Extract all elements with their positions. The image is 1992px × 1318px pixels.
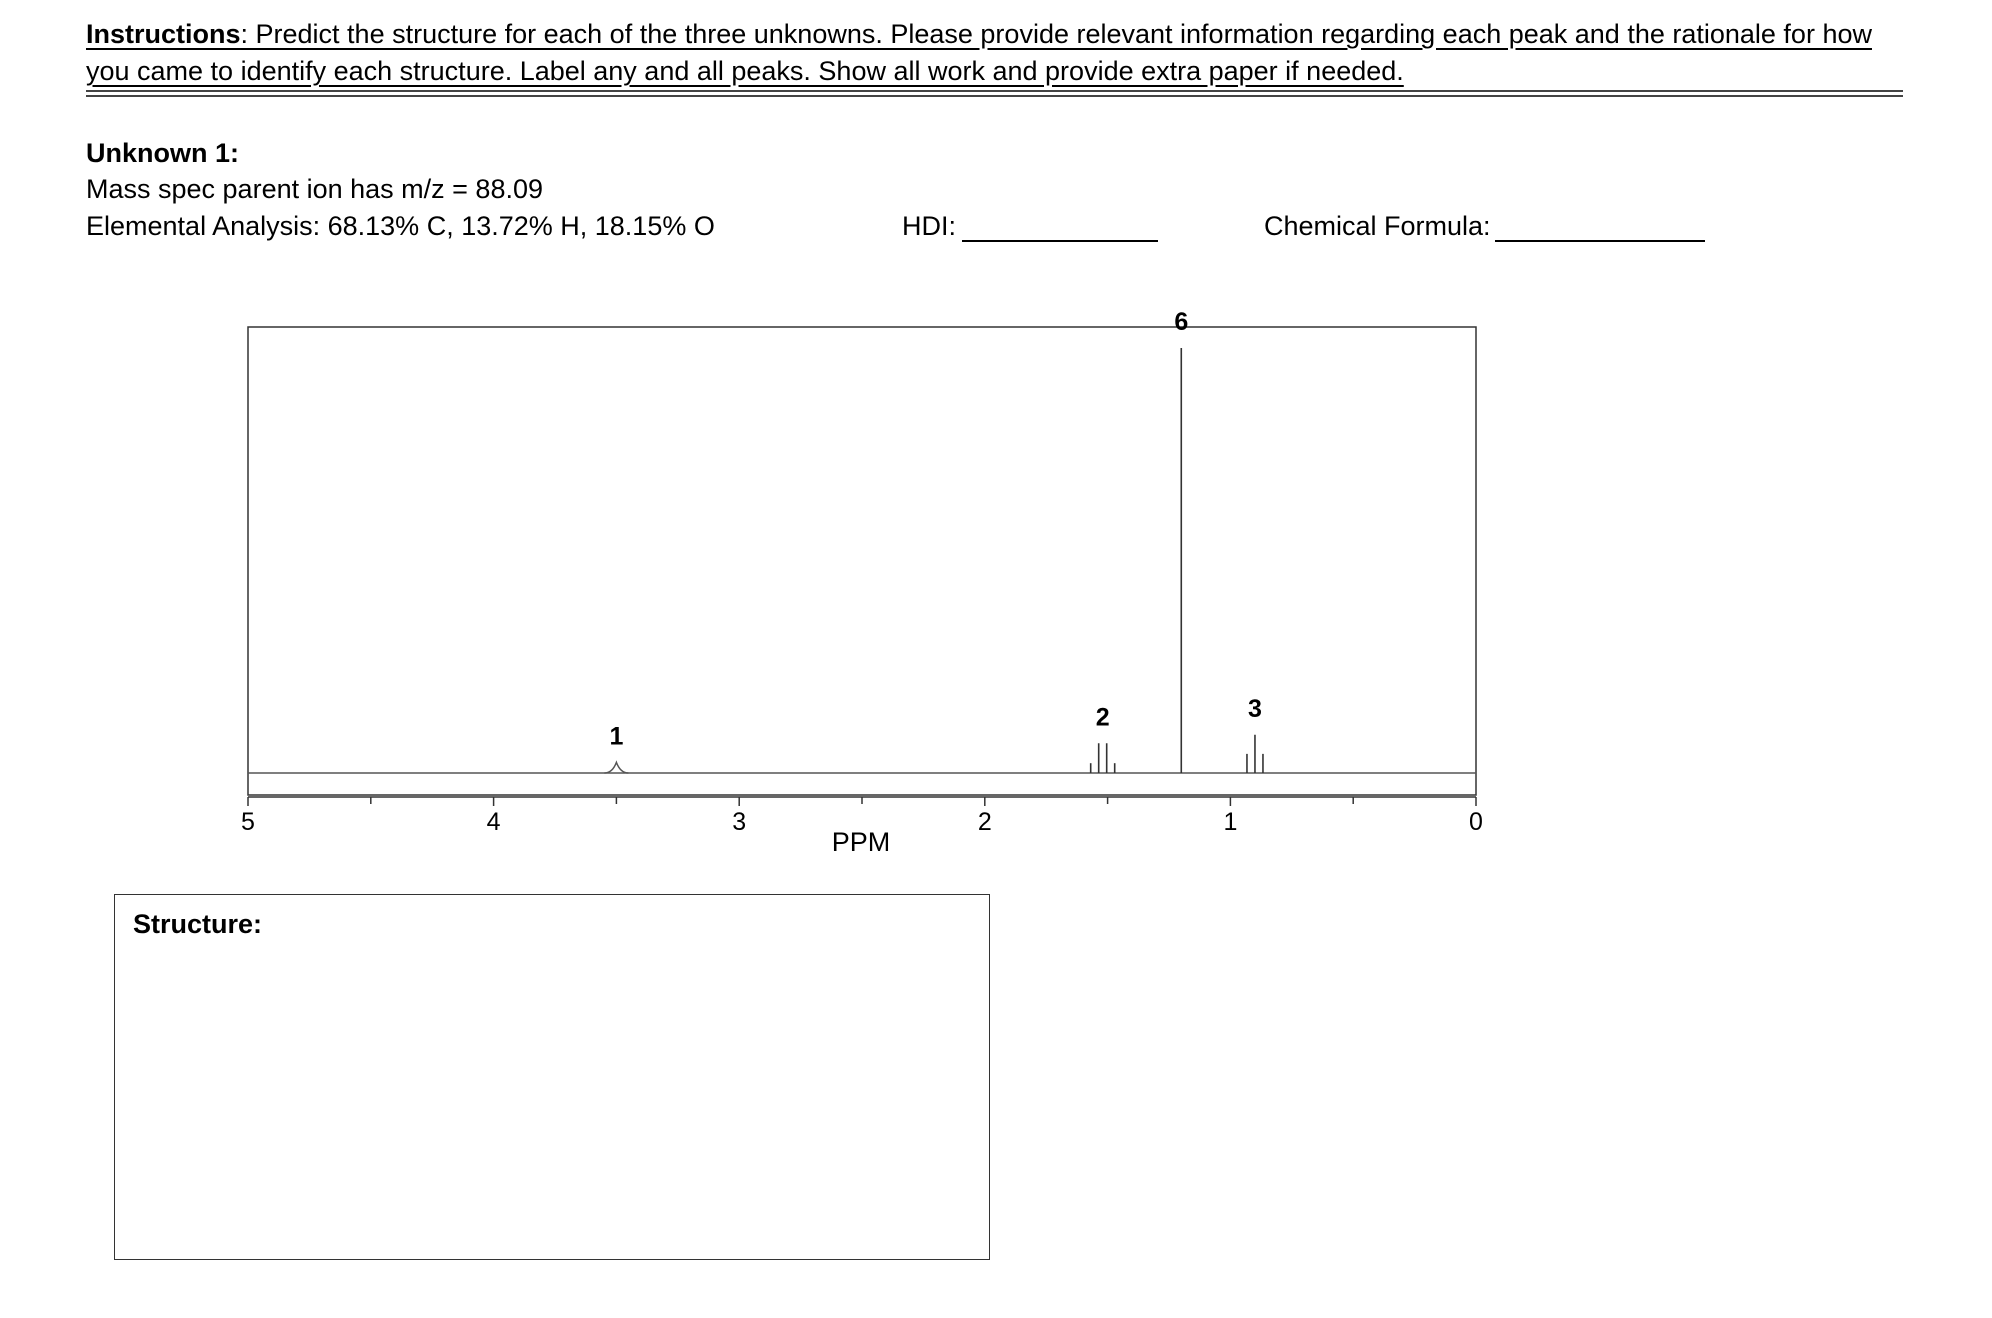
- peak-line: [604, 762, 628, 773]
- x-axis-label: PPM: [831, 827, 891, 857]
- mass-spec-text: Mass spec parent ion has m/z = 88.09: [86, 174, 543, 204]
- hdi-label: HDI:: [902, 211, 956, 241]
- unknown-title: Unknown 1:: [86, 138, 239, 168]
- integration-label-4: 3: [1248, 694, 1262, 723]
- integration-label-3: 6: [1174, 308, 1189, 336]
- spectrum-layer: [248, 308, 1476, 773]
- instructions-label: Instructions: [86, 19, 241, 49]
- nmr-peak-2: [1091, 743, 1115, 773]
- structure-label: Structure:: [133, 909, 263, 939]
- tick-label-2: 2: [977, 808, 992, 836]
- elemental-analysis-text: Elemental Analysis: 68.13% C, 13.72% H, 18.15% O: [86, 211, 715, 241]
- tick-label-5: 5: [241, 808, 255, 836]
- tick-label-3: 3: [732, 808, 747, 836]
- nmr-peak-1: [604, 762, 628, 773]
- structure-answer-box[interactable]: [114, 894, 990, 1260]
- tick-label-1: 1: [1223, 808, 1238, 836]
- integration-label-1: 1: [609, 722, 624, 751]
- instructions-body: : Predict the structure for each of the three unknowns. Please provide relevant information regarding each peak and the rationale for how you came to identify each structure. Label any and all peaks. Show all work and provide extra paper if needed.: [86, 19, 1872, 86]
- plot-frame: [248, 327, 1476, 795]
- tick-label-0: 0: [1469, 808, 1483, 836]
- tick-label-4: 4: [486, 808, 501, 836]
- chemical-formula-label: Chemical Formula:: [1264, 211, 1491, 241]
- nmr-peak-4: [1247, 735, 1263, 773]
- integration-label-2: 2: [1095, 703, 1110, 732]
